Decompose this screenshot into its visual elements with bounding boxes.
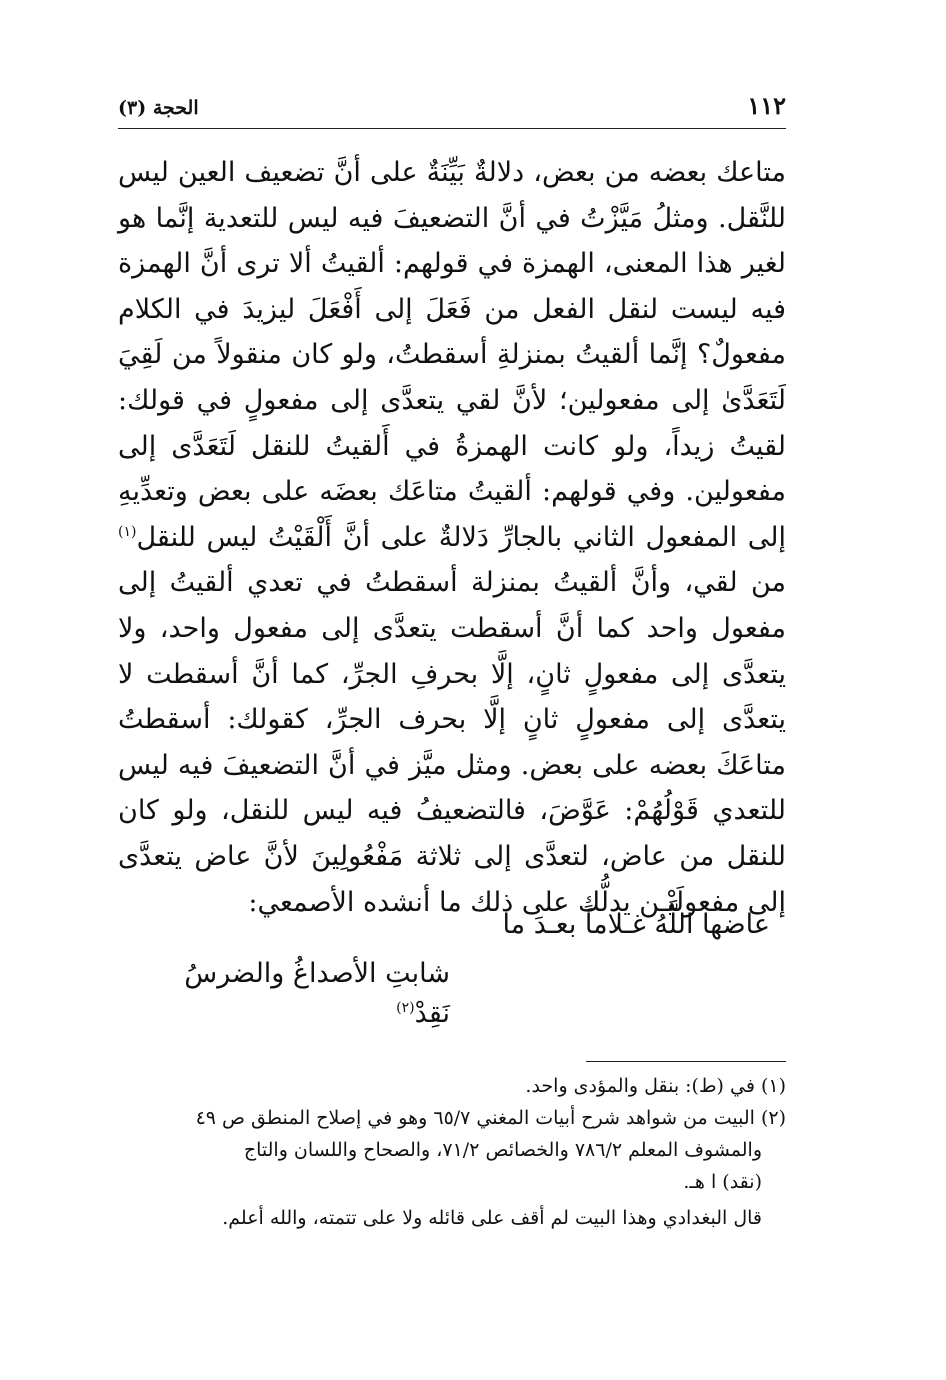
- footnote-2-note: قال البغدادي وهذا البيت لم أقف على قائله ولا على تتمته، والله أعلم.: [222, 1207, 762, 1229]
- paragraph-text-cont: من لقي، وأنَّ ألقيتُ بمنزلة أسقطتُ في تعدي ألقيتُ إلى مفعول واحد كما أنَّ أسقطت يتعدَّى إلى مفعول واحد، ولا يتعدَّى إلى مفعولٍ ثانٍ، إلَّا بحرفِ الجرِّ، كما أنَّ أسقطت لا يتعدَّى إلى مفعولٍ ثانٍ إلَّا بحرف الجرِّ، كقولك: أسقطتُ متاعَكَ بعضه على بعض. ومثل ميَّز في أنَّ التضعيفَ فيه ليس للتعدي قَوْلُهُمْ: عَوَّضَ، فالتضعيفُ فيه ليس للنقل، ولو كان للنقل من عاض، لتعدَّى إلى ثلاثة مَفْعُولِينَ لأنَّ عاض يتعدَّى إلى مفعولَيْـن يدلُّك على ذلك ما أنشده الأصمعي:: [118, 567, 786, 918]
- footnote-2-line-2: والمشوف المعلم ٧٨٦/٢ والخصائص ٧١/٢، والصحاح واللسان والتاج: [243, 1139, 762, 1161]
- footnote-2-line-1: (٢) البيت من شواهد شرح أبيات المغني ٦٥/٧ وهو في إصلاح المنطق ص ٤٩: [195, 1107, 786, 1129]
- footnotes: [118, 1070, 786, 1234]
- verse-first-hemistich: [330, 905, 770, 945]
- footnote-1: (١) في (ط): بنقل والمؤدى واحد.: [525, 1075, 786, 1097]
- verse-second-hemistich: [150, 954, 450, 1034]
- footnote-ref-2: (٢): [396, 1000, 415, 1016]
- footnote-2-line-3: (نقد) ا هـ.: [683, 1171, 762, 1193]
- footnote-rule: [586, 1061, 786, 1062]
- paragraph-text: متاعك بعضه من بعض، دلالةٌ بَيِّنَةٌ على أنَّ تضعيف العين ليس للنَّقل. ومثلُ مَيَّزْتُ في أنَّ التضعيفَ فيه ليس للتعدية إنَّما هو لغير هذا المعنى، الهمزة في قولهم: ألقيتُ ألا ترى أنَّ الهمزة فيه ليست لنقل الفعل من فَعَلَ إلى أَفْعَلَ ليزيدَ في الكلام مفعولٌ؟ إنَّما ألقيتُ بمنزلةِ أسقطتُ، ولو كان منقولاً من لَقِيَ لَتَعَدَّىٰ إلى مفعولين؛ لأنَّ لقي يتعدَّى إلى مفعولٍ في قولك: لقيتُ زيداً، ولو كانت الهمزةُ في أَلقيتُ للنقل لَتَعَدَّى إلى مفعولين. وفي قولهم: ألقيتُ متاعَك بعضَه على بعض وتعدِّيهِ إلى المفعول الثاني بالجارِّ دَلالةٌ على أنَّ أَلْقَيْتُ ليس للنقل: [118, 157, 786, 553]
- verse-line-2: شابتِ الأصداغُ والضرسُ نَقِدْ: [184, 958, 450, 1029]
- verse-line-1: عاضها اللَّهُ غـلاماً بعـدَ ما: [502, 909, 770, 940]
- page-header: [118, 90, 786, 130]
- main-paragraph: [118, 150, 786, 925]
- header-rule: [118, 128, 786, 129]
- main-text: [118, 150, 786, 925]
- page-number: ١١٢: [747, 91, 786, 120]
- running-title: الحجة (٣): [118, 97, 199, 119]
- footnote-ref-1: (١): [118, 523, 137, 540]
